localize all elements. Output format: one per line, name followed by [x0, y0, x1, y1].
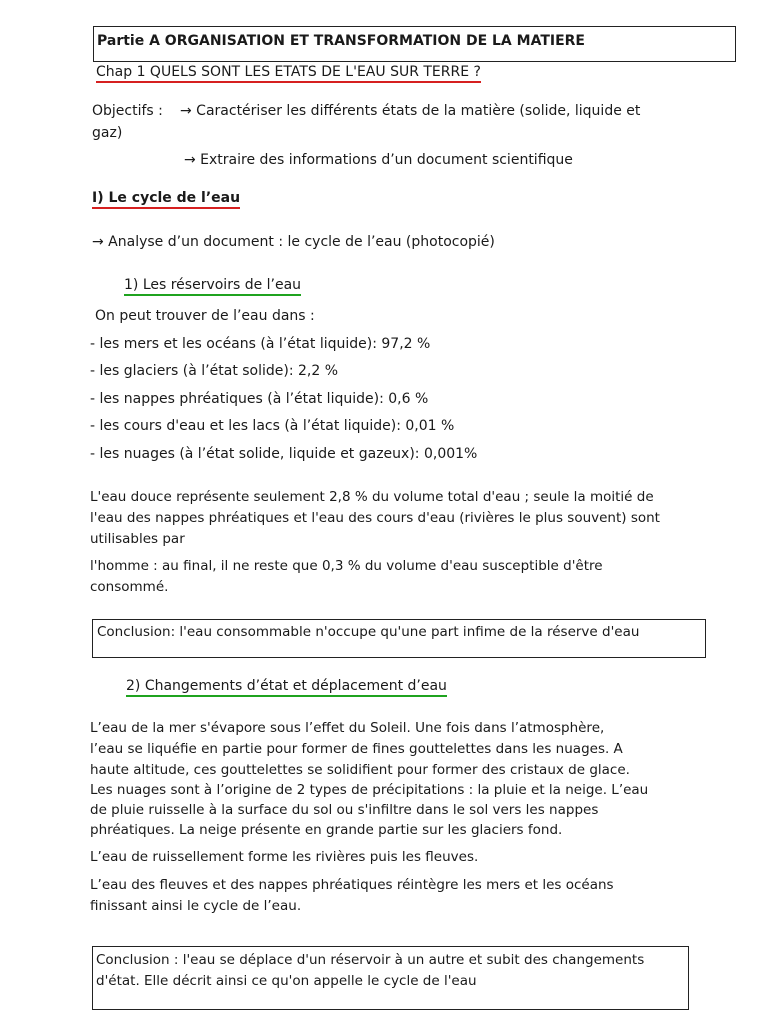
paragraph-line: consommé. — [90, 579, 169, 595]
reservoir-item: - les cours d'eau et les lacs (à l’état liquide): 0,01 % — [90, 418, 455, 434]
conclusion-2-line-2: d'état. Elle décrit ainsi ce qu'on appelle le cycle de l'eau — [96, 973, 477, 989]
paragraph-line: L'eau douce représente seulement 2,8 % du volume total d'eau ; seule la moitié de — [90, 489, 654, 505]
reservoir-item: - les glaciers (à l’état solide): 2,2 % — [90, 363, 339, 379]
paragraph-line: l’eau se liquéfie en partie pour former de fines gouttelettes dans les nuages. A — [90, 741, 623, 757]
analysis-line: → Analyse d’un document : le cycle de l’eau (photocopié) — [92, 234, 495, 250]
reservoir-item: - les mers et les océans (à l’état liquide): 97,2 % — [90, 336, 431, 352]
part-title-box — [93, 26, 736, 62]
subsection-2-title: 2) Changements d’état et déplacement d’eau — [126, 676, 447, 697]
paragraph-line: Les nuages sont à l’origine de 2 types de précipitations : la pluie et la neige. L’eau — [90, 782, 649, 798]
conclusion-box-1 — [92, 619, 706, 658]
objective-1-line-1: → Caractériser les différents états de la matière (solide, liquide et — [180, 103, 641, 119]
objectives-label: Objectifs : — [92, 103, 163, 119]
paragraph-line: haute altitude, ces gouttelettes se solidifient pour former des cristaux de glace. — [90, 762, 630, 778]
paragraph-line: L’eau de la mer s'évapore sous l’effet du Soleil. Une fois dans l’atmosphère, — [90, 720, 605, 736]
reservoirs-intro: On peut trouver de l’eau dans : — [95, 308, 315, 324]
paragraph-line: finissant ainsi le cycle de l’eau. — [90, 898, 302, 914]
reservoir-item: - les nuages (à l’état solide, liquide et gazeux): 0,001% — [90, 446, 478, 462]
paragraph-line: utilisables par — [90, 531, 185, 547]
conclusion-2-line-1: Conclusion : l'eau se déplace d'un réservoir à un autre et subit des changements — [96, 952, 645, 968]
paragraph-line: L’eau de ruissellement forme les rivières puis les fleuves. — [90, 849, 479, 865]
paragraph-line: L’eau des fleuves et des nappes phréatiques réintègre les mers et les océans — [90, 877, 614, 893]
paragraph-line: phréatiques. La neige présente en grande partie sur les glaciers fond. — [90, 822, 563, 838]
chapter-title: Chap 1 QUELS SONT LES ETATS DE L'EAU SUR TERRE ? — [96, 62, 481, 83]
paragraph-line: l'homme : au final, il ne reste que 0,3 % du volume d'eau susceptible d'être — [90, 558, 603, 574]
part-title: Partie A ORGANISATION ET TRANSFORMATION DE LA MATIERE — [97, 33, 585, 49]
reservoir-item: - les nappes phréatiques (à l’état liquide): 0,6 % — [90, 391, 429, 407]
paragraph-line: l'eau des nappes phréatiques et l'eau des cours d'eau (rivières le plus souvent) sont — [90, 510, 660, 526]
objective-1-line-2: gaz) — [92, 125, 123, 141]
conclusion-box-2 — [92, 946, 689, 1010]
objective-2: → Extraire des informations d’un document scientifique — [184, 152, 573, 168]
section-1-title: I) Le cycle de l’eau — [92, 188, 240, 209]
subsection-1-title: 1) Les réservoirs de l’eau — [124, 275, 301, 296]
paragraph-line: de pluie ruisselle à la surface du sol ou s'infiltre dans le sol vers les nappes — [90, 802, 599, 818]
conclusion-1-text: Conclusion: l'eau consommable n'occupe qu'une part infime de la réserve d'eau — [97, 624, 640, 640]
